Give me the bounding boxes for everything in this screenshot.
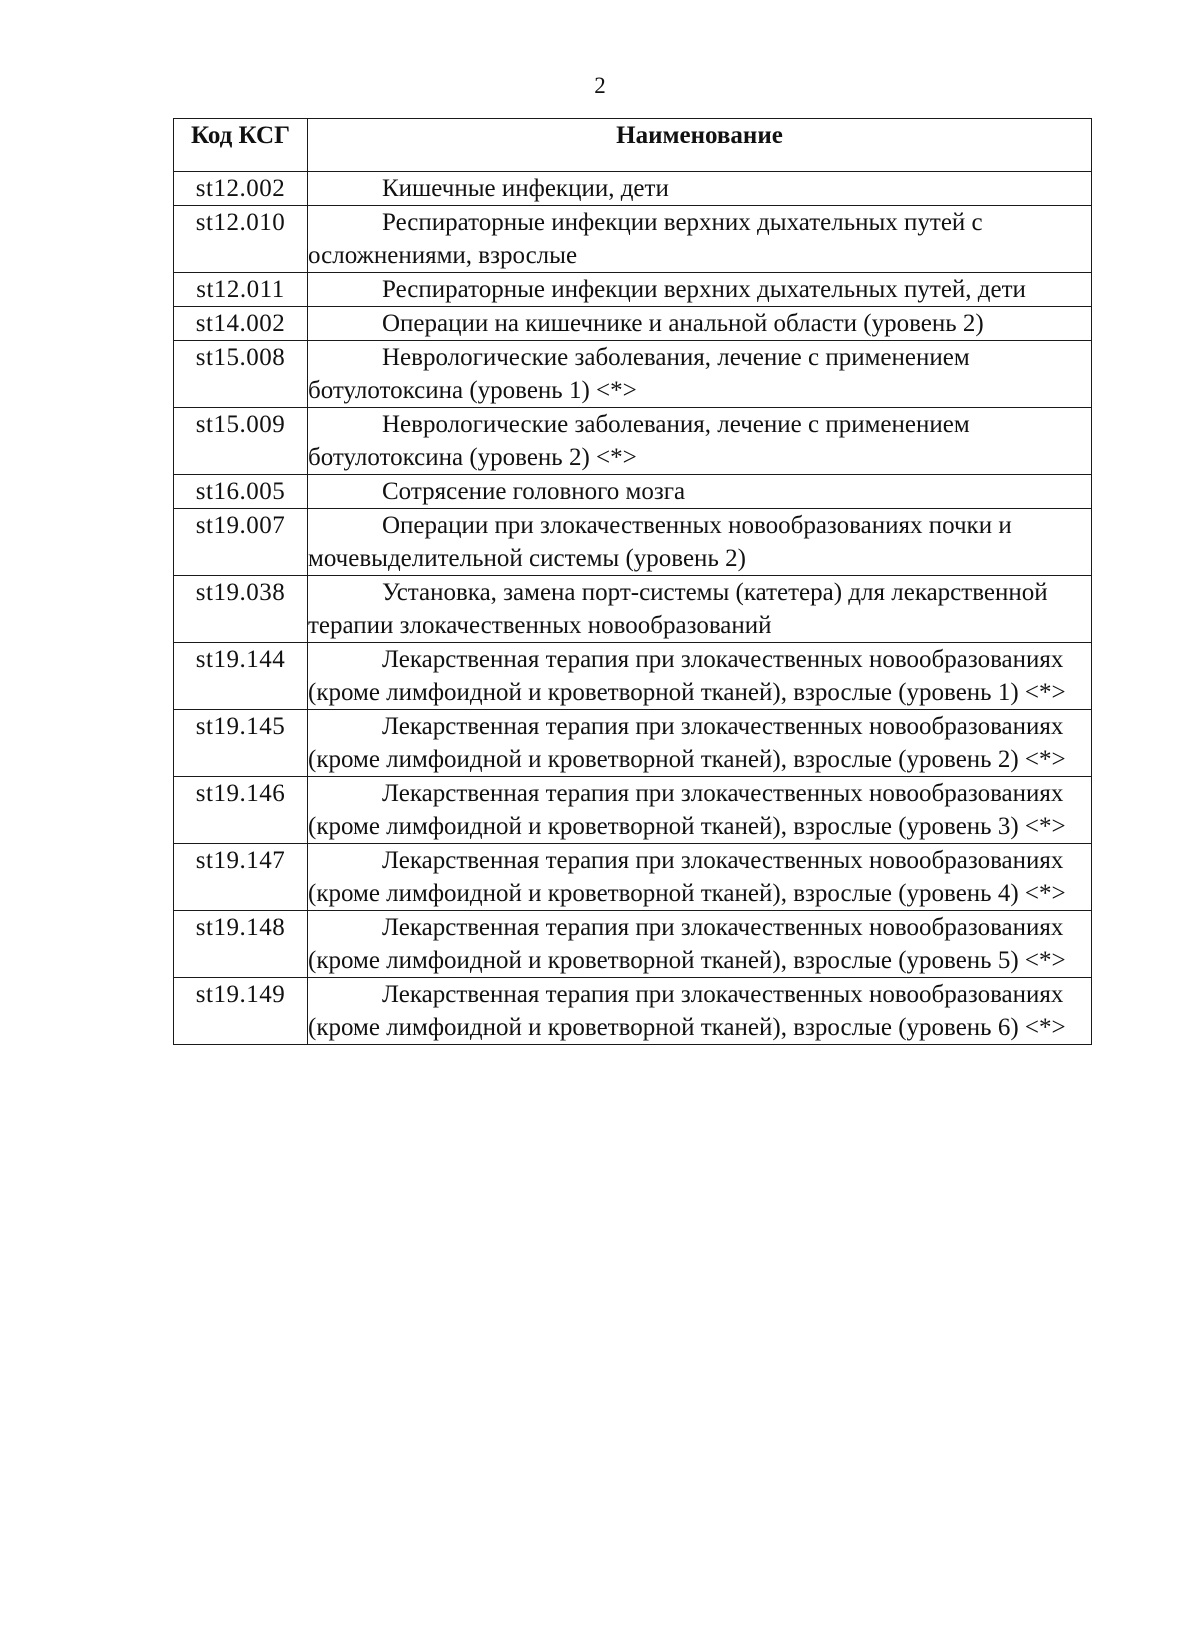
ksg-code-cell: st19.148	[174, 911, 308, 978]
table-row	[174, 206, 1092, 273]
table-row	[174, 844, 1092, 911]
ksg-code-cell: st19.038	[174, 576, 308, 643]
ksg-code-cell: st12.010	[174, 206, 308, 273]
table-row	[174, 576, 1092, 643]
column-header-name: Наименование	[308, 119, 1092, 172]
ksg-code-cell: st15.008	[174, 341, 308, 408]
table-row	[174, 911, 1092, 978]
ksg-code-cell: st16.005	[174, 475, 308, 509]
table-row	[174, 273, 1092, 307]
ksg-name-cell: Кишечные инфекции, дети	[308, 172, 1092, 206]
table-row	[174, 643, 1092, 710]
ksg-name-cell: Неврологические заболевания, лечение с применением ботулотоксина (уровень 1) <*>	[308, 341, 1092, 408]
ksg-name-cell: Сотрясение головного мозга	[308, 475, 1092, 509]
ksg-code-cell: st12.011	[174, 273, 308, 307]
ksg-code-cell: st19.145	[174, 710, 308, 777]
ksg-name-cell: Респираторные инфекции верхних дыхательных путей, дети	[308, 273, 1092, 307]
table-row	[174, 509, 1092, 576]
ksg-name-cell: Операции на кишечнике и анальной области (уровень 2)	[308, 307, 1092, 341]
ksg-name-cell: Операции при злокачественных новообразованиях почки и мочевыделительной системы (уровень 2)	[308, 509, 1092, 576]
ksg-name-cell: Лекарственная терапия при злокачественных новообразованиях (кроме лимфоидной и кроветворной тканей), взрослые (уровень 2) <*>	[308, 710, 1092, 777]
ksg-name-cell: Лекарственная терапия при злокачественных новообразованиях (кроме лимфоидной и кроветворной тканей), взрослые (уровень 3) <*>	[308, 777, 1092, 844]
ksg-code-cell: st14.002	[174, 307, 308, 341]
table-row	[174, 475, 1092, 509]
table-row	[174, 777, 1092, 844]
table-header-row	[174, 119, 1092, 172]
ksg-name-cell: Лекарственная терапия при злокачественных новообразованиях (кроме лимфоидной и кроветворной тканей), взрослые (уровень 5) <*>	[308, 911, 1092, 978]
ksg-name-cell: Респираторные инфекции верхних дыхательных путей с осложнениями, взрослые	[308, 206, 1092, 273]
ksg-code-cell: st15.009	[174, 408, 308, 475]
ksg-name-cell: Неврологические заболевания, лечение с применением ботулотоксина (уровень 2) <*>	[308, 408, 1092, 475]
column-header-code: Код КСГ	[174, 119, 308, 172]
ksg-code-cell: st12.002	[174, 172, 308, 206]
ksg-code-cell: st19.146	[174, 777, 308, 844]
ksg-code-cell: st19.149	[174, 978, 308, 1045]
table-row	[174, 710, 1092, 777]
ksg-name-cell: Лекарственная терапия при злокачественных новообразованиях (кроме лимфоидной и кроветворной тканей), взрослые (уровень 4) <*>	[308, 844, 1092, 911]
table-row	[174, 408, 1092, 475]
ksg-name-cell: Лекарственная терапия при злокачественных новообразованиях (кроме лимфоидной и кроветворной тканей), взрослые (уровень 1) <*>	[308, 643, 1092, 710]
table-row	[174, 307, 1092, 341]
ksg-code-cell: st19.144	[174, 643, 308, 710]
table-row	[174, 341, 1092, 408]
ksg-code-cell: st19.147	[174, 844, 308, 911]
ksg-code-cell: st19.007	[174, 509, 308, 576]
ksg-table	[173, 118, 1092, 1045]
ksg-name-cell: Лекарственная терапия при злокачественных новообразованиях (кроме лимфоидной и кроветворной тканей), взрослые (уровень 6) <*>	[308, 978, 1092, 1045]
page-number: 2	[594, 73, 606, 98]
table-row	[174, 172, 1092, 206]
ksg-name-cell: Установка, замена порт-системы (катетера) для лекарственной терапии злокачественных новообразований	[308, 576, 1092, 643]
table-row	[174, 978, 1092, 1045]
